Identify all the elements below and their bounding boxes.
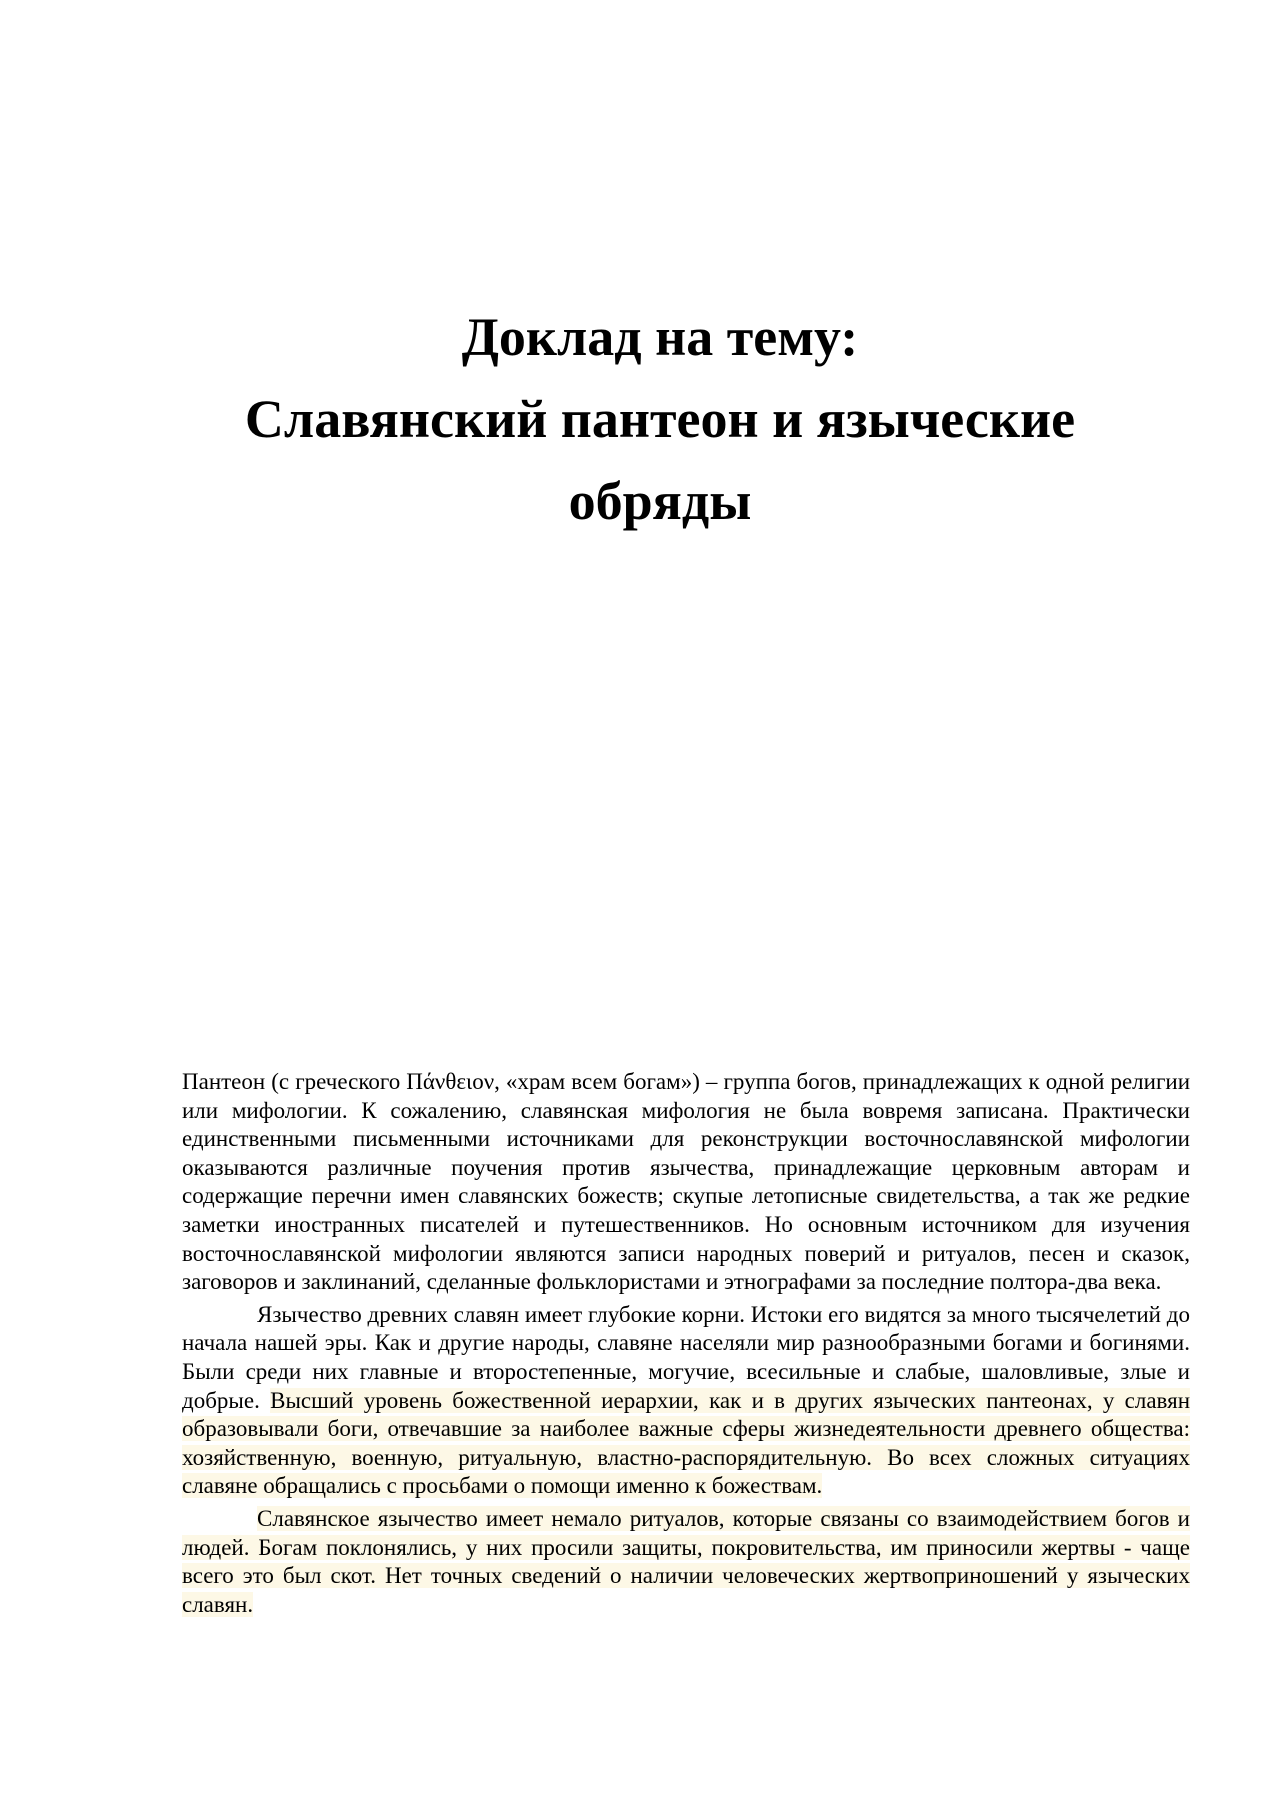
paragraph-2 (182, 1301, 1190, 1501)
document-body (182, 1068, 1190, 1619)
title-line-2: Славянский пантеон и языческие обряды (244, 389, 1076, 531)
title-line-1: Доклад на тему: (461, 307, 859, 367)
document-title (180, 296, 1140, 542)
paragraph-2-text: Язычество древних славян имеет глубокие корни. Истоки его видятся за много тысячелетий до начала нашей эры. Как и другие народы, славяне населяли мир разнообразными богами и богинями. Были среди них главные и второстепенные, могучие, всесильные и слабые, шаловливые, злые и добрые. (182, 1301, 1190, 1413)
paragraph-3 (182, 1505, 1190, 1619)
paragraph-3-highlighted-text: Славянское язычество имеет немало ритуалов, которые связаны со взаимодействием богов и людей. Богам поклонялись, у них просили защиты, покровительства, им приносили жертвы - чаще всего это был скот. Нет точных сведений о наличии человеческих жертвоприношений у языческих славян. (182, 1505, 1190, 1617)
paragraph-1: Пантеон (с греческого Πάνθειον, «храм всем богам») – группа богов, принадлежащих к одной религии или мифологии. К сожалению, славянская мифология не была вовремя записана. Практически единственными письменными источниками для реконструкции восточнославянской мифологии оказываются различные поучения против язычества, принадлежащие церковным авторам и содержащие перечни имен славянских божеств; скупые летописные свидетельства, а так же редкие заметки иностранных писателей и путешественников. Но основным источником для изучения восточнославянской мифологии являются записи народных поверий и ритуалов, песен и сказок, заговоров и заклинаний, сделанные фольклористами и этнографами за последние полтора-два века. (182, 1069, 1190, 1295)
paragraph-2-highlighted-text: Высший уровень божественной иерархии, как и в других языческих пантеонах, у славян образовывали боги, отвечавшие за наиболее важные сферы жизнедеятельности древнего общества: хозяйственную, военную, ритуальную, властно-распорядительную. Во всех сложных ситуациях славяне обращались с просьбами о помощи именно к божествам. (182, 1387, 1191, 1499)
